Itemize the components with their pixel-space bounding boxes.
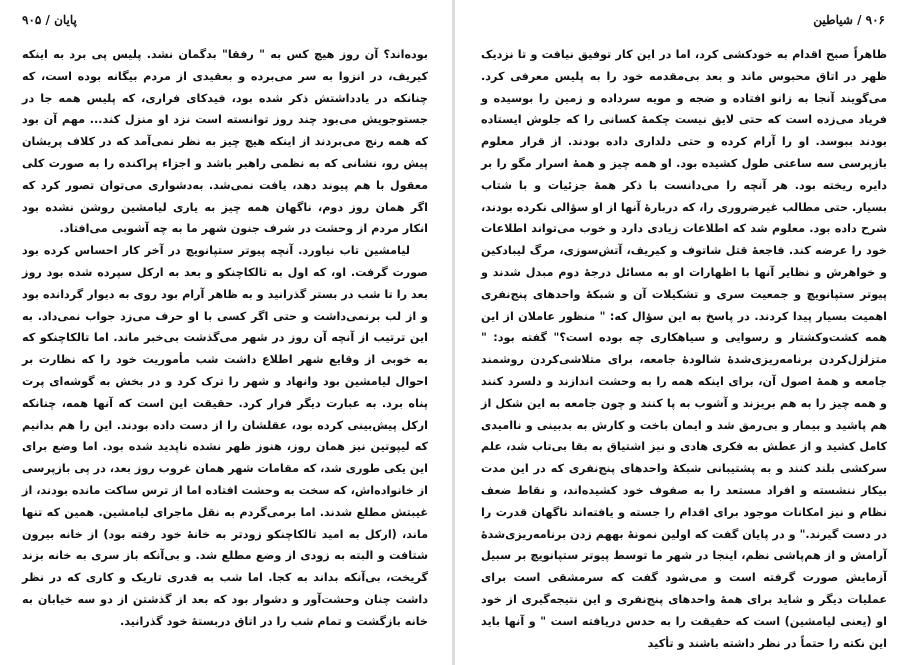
left-page [0, 0, 452, 665]
page-body [22, 44, 428, 633]
page-body [481, 44, 887, 654]
paragraph: بوده‌اند؟ آن روز هیچ کس به " رفقا" بدگمان نشد. پلیس پی برد به اینکه کیریف، در انزوا به سر می‌برده و بعقیدی از مردم بیگانه بوده است، که چنانکه در یادداشتش ذکر شده بود، فیدکای فراری، که پلیس همه جا در جستوجویش می‌بود چند روز توانسته است نزد او منزل کند... مهم آن بود که همه رنج می‌بردند از اینکه هیچ چیز به نظر نمی‌آمد که در کلاف پریشان پیش رو، نشانی که به نظمی راهبر باشد و اجزاء پراکنده را به صورت کلی معقول با هم پیوند دهد، یافت نمی‌شد. به‌دشواری می‌توان تصور کرد که اگر همان روز دوم، ناگهان همه چیز به یاری لیامشین روشن نشده بود انکار مردم از وحشت در شرف جنون شهر ما به چه آشوبی می‌افتاد. [22, 48, 428, 236]
paragraph: لیامشین تاب نیاورد. آنچه پیوتر ستپانویچ در آخر کار احساس کرده بود صورت گرفت. او، که اول به تالکاچنکو و بعد به ارکل سپرده شده بود روز بعد را تا شب در بستر گذرانید و به ظاهر آرام بود روی به دیوار گردانده بود و از لب برنمی‌داشت و حتی اگر کسی با او حرف می‌زد جواب نمی‌داد. به این ترتیب از آنچه آن روز در شهر می‌گذشت بی‌خبر ماند. اما تالکاچنکو که به خوبی از وقایع شهر اطلاع داشت شب مأموریت خود را که نظارت بر احوال لیامشین بود وانهاد و شهر را ترک کرد و در بخش به گوشه‌ای پرت پناه برد. به عبارت دیگر فرار کرد. حقیقت این است که آنها همه، چنانکه ارکل پیش‌بینی کرده بود، عقلشان را از دست داده بودند. این را هم بدانیم که لیپوتین نیز همان روز، هنوز ظهر نشده ناپدید شده بود. اما وضع برای این یکی طوری شد، که مقامات شهر همان غروب روز بعد، در پی بازپرسی از خانواده‌اش، که سخت به وحشت افتاده اما از ترس ساکت مانده بودند، از غیبتش مطلع شدند. اما برمی‌گردم به نقل ماجرای لیامشین. همین که تنها ماند، (ارکل به امید تالکاچنکو زودتر به خانهٔ خود رفته بود) از خانه بیرون شتافت و البته به زودی از وضع مطلع شد. و بی‌آنکه باز سری به خانه بزند گریخت، بی‌آنکه بداند به کجا. اما شب به قدری تاریک و کاری که در نظر داشت چنان وحشت‌آور و دشوار بود که بعد از گذشتن از دو سه خیابان به خانه بازگشت و تمام شب را در اتاق دربستهٔ خود گذرانید. [22, 244, 428, 628]
right-page [455, 0, 907, 665]
running-header: ۹۰۶ / شیاطین [813, 13, 885, 27]
paragraph: ظاهراً صبح اقدام به خودکشی کرد، اما در این کار توفیق نیافت و تا نزدیک ظهر در اتاق محبوس ماند و بعد بی‌مقدمه خود را به پلیس معرفی کرد. می‌گویند آنجا به زانو افتاده و ضجه و مویه سرداده و زمین را بوسیده و فریاد می‌زده است که حتی لایق نیست چکمهٔ کسانی را که جلوش ایستاده بودند ببوسد. او را آرام کرده و حتی دلداری داده بودند. از قرار معلوم بازپرسی سه ساعتی طول کشیده بود. او همه چیز و همهٔ اسرار مگو را بر دایره ریخته بود. هر آنچه را می‌دانست با ذکر همهٔ جزئیات و با شتاب بسیار. حتی مطالب غیرضروری را، که دربارهٔ آنها از او سؤالی نکرده بودند، شرح داده بود. معلوم شد که اطلاعات زیادی دارد و خوب می‌تواند اطلاعات خود را عرضه کند. فاجعهٔ قتل شاتوف و کیریف، آتش‌سوزی، مرگ لیبادکین و خواهرش و نظایر آنها با اظهارات او به مسائل درجهٔ دوم مبدل شدند و پیوتر ستپانویچ و جمعیت سری و تشکیلات آن و شبکهٔ واحدهای پنج‌نفری اهمیت بسیار پیدا کردند. در پاسخ به این سؤال که: " منظور عاملان از این همه کشت‌وکشتار و رسوایی و سیاهکاری چه بوده است؟" گفته بود: " متزلزل‌کردن برنامه‌ریزی‌شدهٔ شالودهٔ جامعه، برای متلاشی‌کردن روشمند جامعه و همهٔ اصول آن، برای اینکه همه را به وحشت اندازند و دلسرد کنند و همه چیز را به هم بریزند و آشوب به پا کنند و چون جامعه به این شکل از هم پاشید و بیمار و بی‌رمق شد و ایمان باخت و کارش به بدبینی و ناامیدی کامل کشید و از عطش به فکری هادی و نیز اشتیاق به بقا بی‌تاب شد، علم سرکشی بلند کنند و به پشتیبانی شبکهٔ واحدهای پنج‌نفری که در این مدت بیکار ننشسته و افراد مستعد را به صفوف خود کشیده‌اند، و نقاط ضعف نظام و نیز امکانات موجود برای اقدام را جسته و یافته‌اند ناگهان قدرت را در دست گیرند." و در پایان گفت که اولین نمونهٔ بههم زدن برنامه‌ریزی‌شدهٔ آرامش و از هم‌پاشی نظم، اینجا در شهر ما توسط پیوتر ستپانویچ بر سبیل آزمایش صورت گرفته است و می‌شود گفت که سرمشقی است برای عملیات دیگر و شاید برای همهٔ واحدهای پنج‌نفری و این نتیجه‌گیری از خود او (یعنی لیامشین) است که حقیقت را به حدس دریافته است " و آنها باید این نکته را حتماً در نظر داشته باشند و تأکید [481, 48, 887, 650]
running-header: پایان / ۹۰۵ [22, 13, 77, 27]
